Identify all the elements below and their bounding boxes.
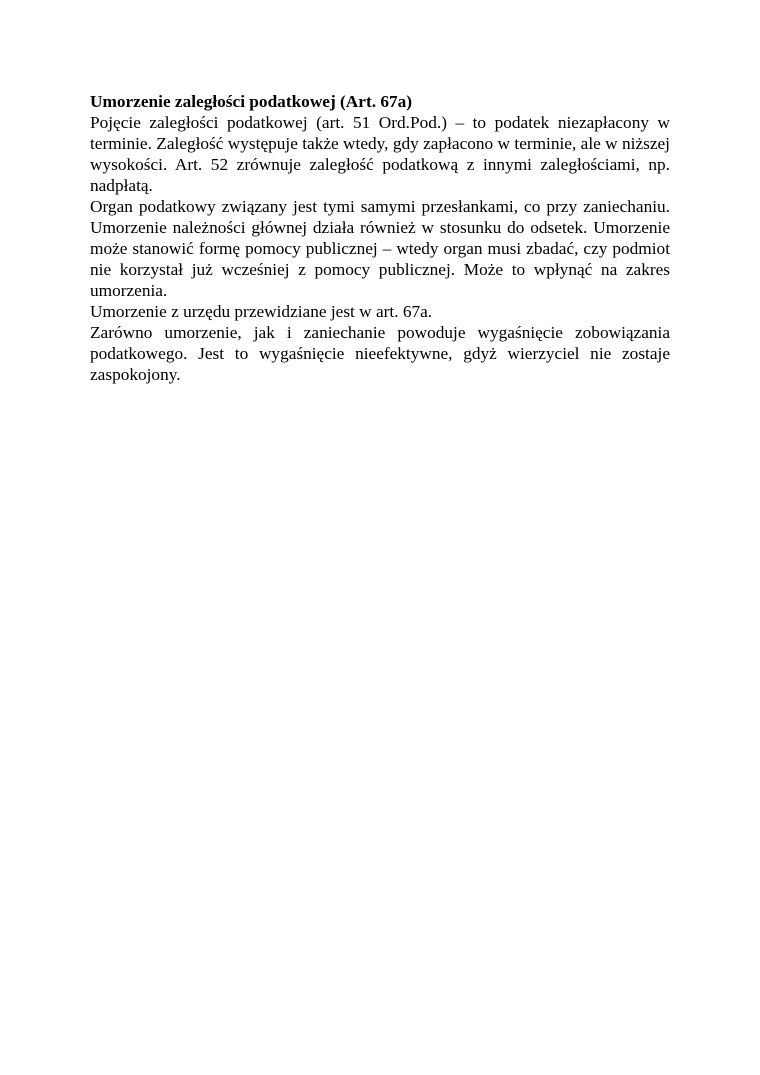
paragraph-ex-officio-remission: Umorzenie z urzędu przewidziane jest w art. 67a. [90, 302, 433, 321]
paragraph-obligation-expiry: Zarówno umorzenie, jak i zaniechanie powoduje wygaśnięcie zobowiązania podatkowego. Jest to wygaśnięcie nieefektywne, gdyż wierzyciel nie zostaje zaspokojony. [90, 323, 670, 384]
document-title: Umorzenie zaległości podatkowej (Art. 67a) [90, 92, 413, 111]
document-body [90, 91, 670, 385]
paragraph-tax-arrears-definition: Pojęcie zaległości podatkowej (art. 51 Ord.Pod.) – to podatek niezapłacony w terminie. Zaległość występuje także wtedy, gdy zapłacono w terminie, ale w niższej wysokości. Art. 52 zrównuje zaległość podatkową z innymi zaległościami, np. nadpłatą. [90, 113, 670, 195]
paragraph-tax-authority-conditions: Organ podatkowy związany jest tymi samymi przesłankami, co przy zaniechaniu. Umorzenie należności głównej działa również w stosunku do odsetek. Umorzenie może stanowić formę pomocy publicznej – wtedy organ musi zbadać, czy podmiot nie korzystał już wcześniej z pomocy publicznej. Może to wpłynąć na zakres umorzenia. [90, 197, 670, 300]
